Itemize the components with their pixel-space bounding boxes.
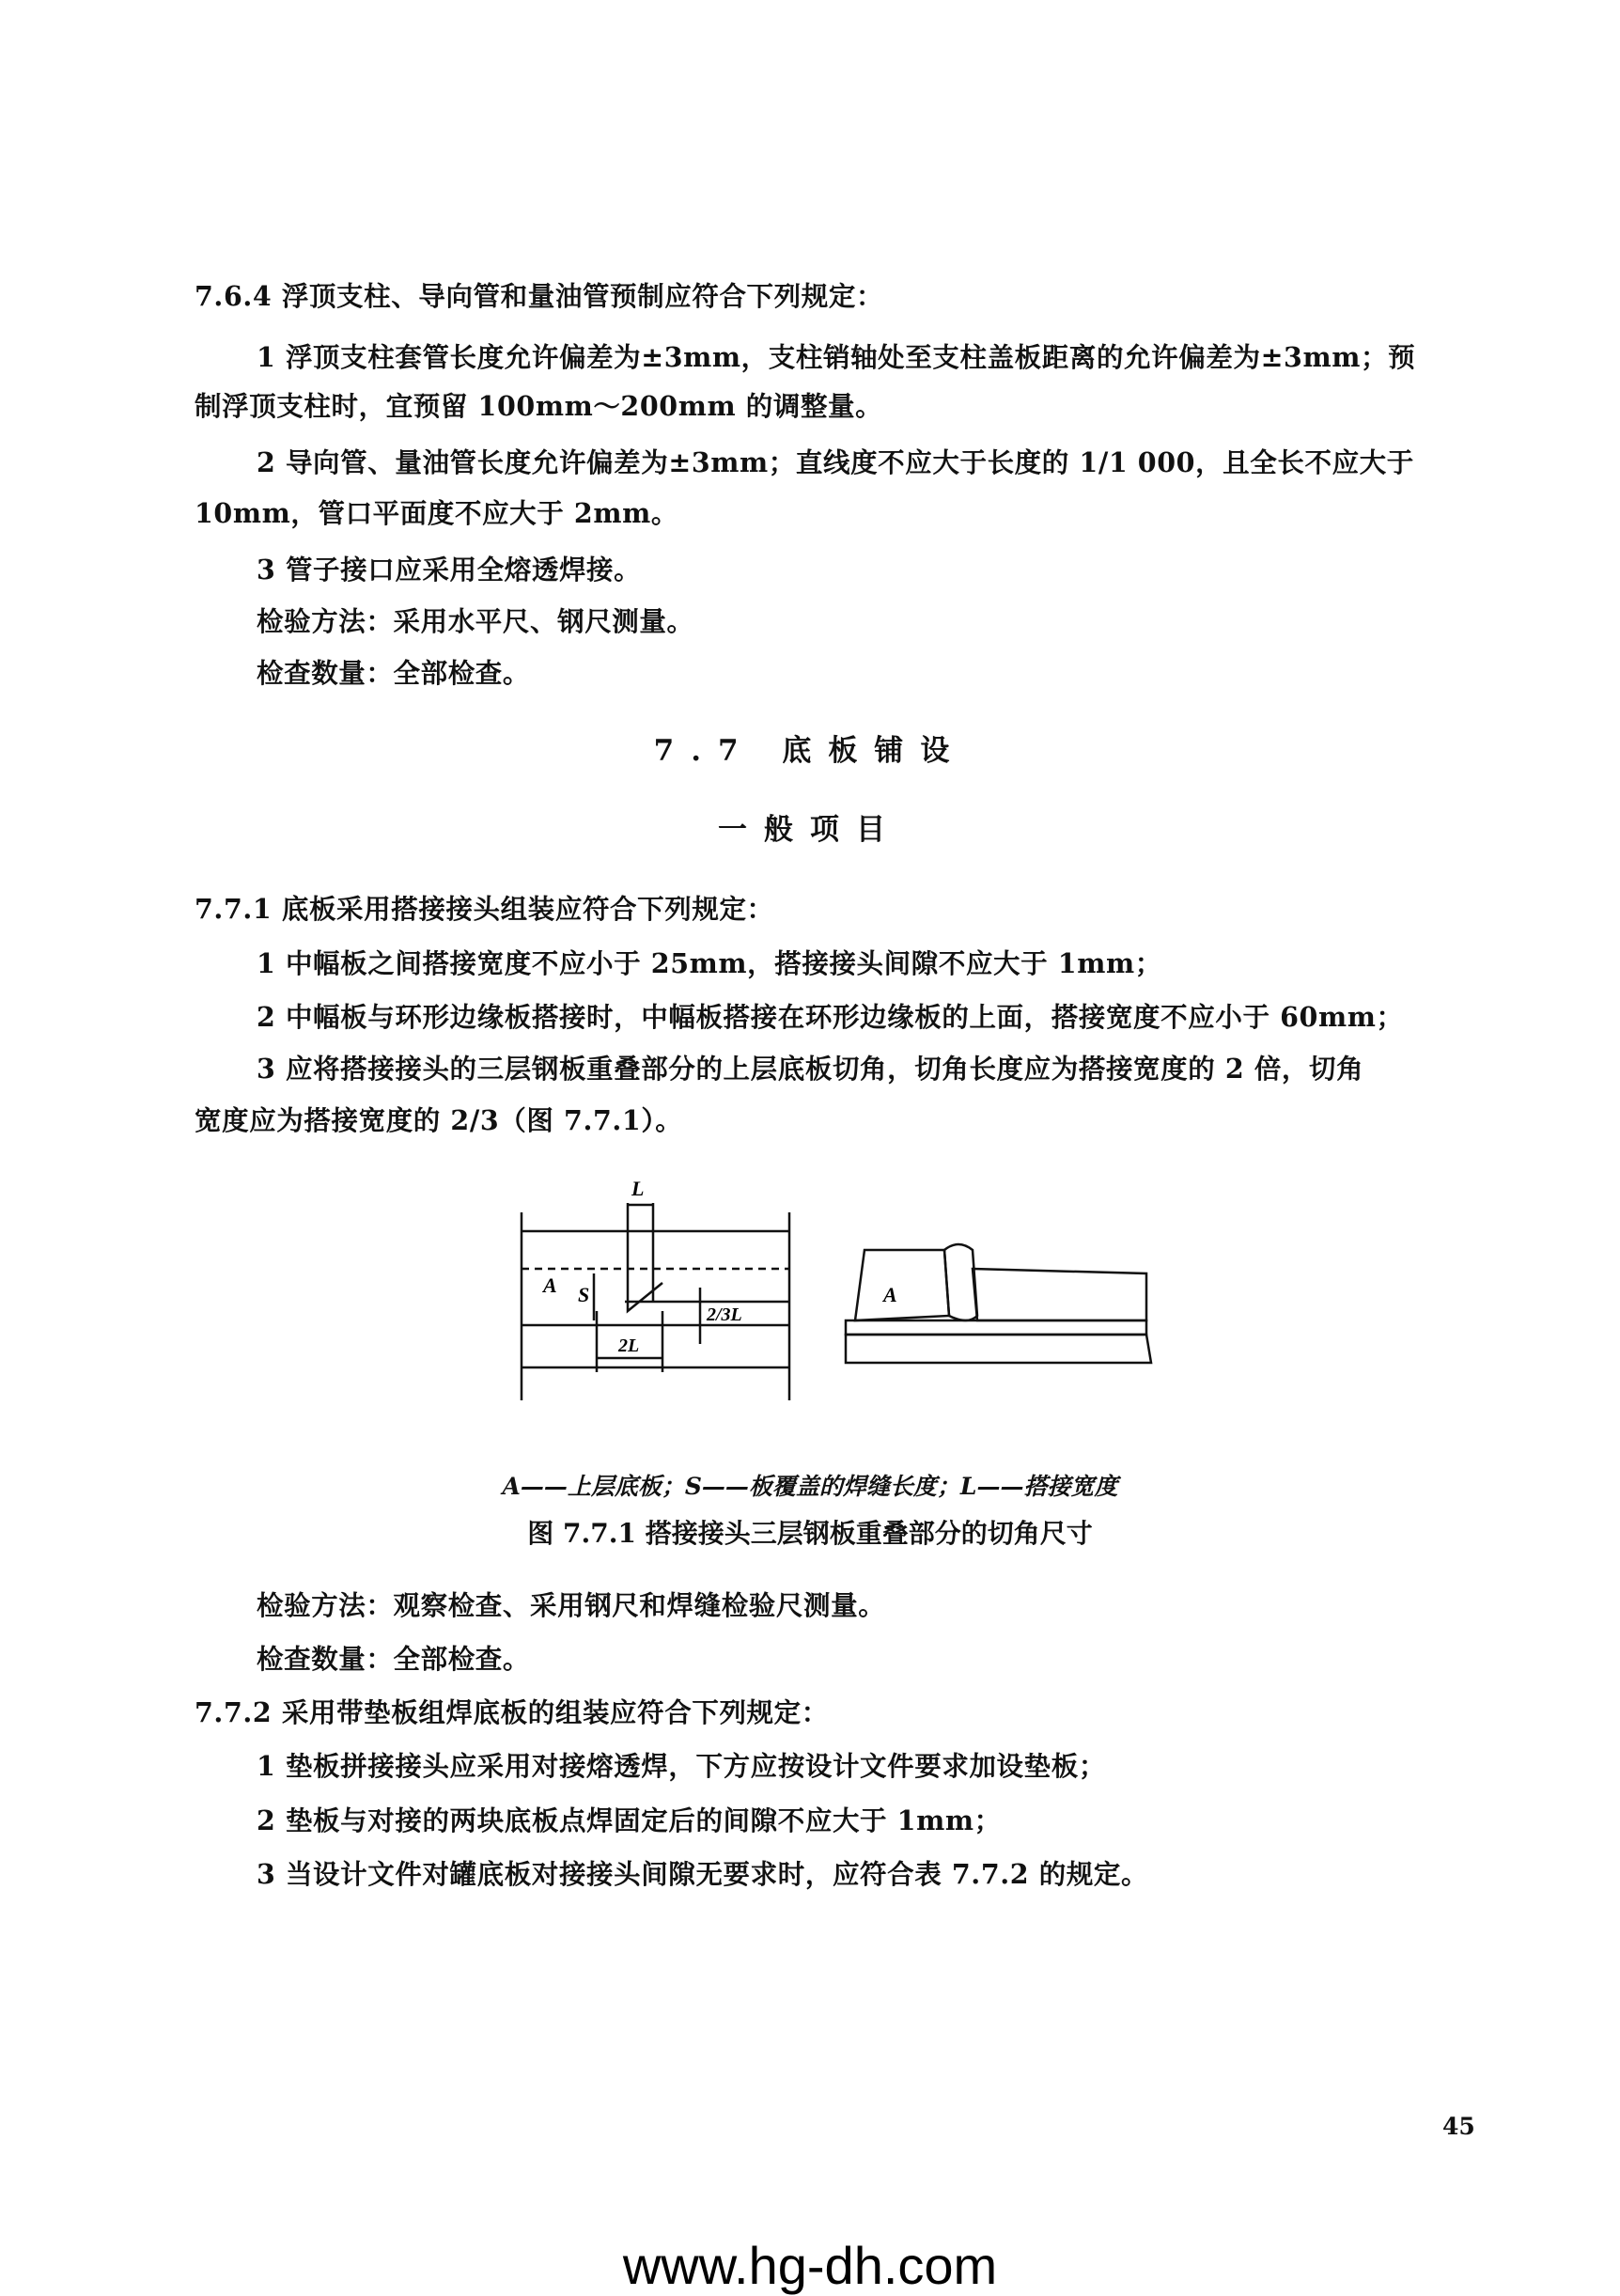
figure-7-7-1-perspective-view (836, 1231, 1165, 1382)
clause-7-7-2-item-3: 3 当设计文件对罐底板对接接头间隙无要求时，应符合表 7.7.2 的规定。 (257, 1858, 1149, 1890)
clause-7-7-2-item-1: 1 垫板拼接接头应采用对接熔透焊，下方应按设计文件要求加设垫板； (257, 1750, 1106, 1782)
clause-7-7-1-inspection-method: 检验方法：观察检查、采用钢尺和焊缝检验尺测量。 (257, 1589, 886, 1621)
clause-7-7-2-title: 7.7.2 采用带垫板组焊底板的组装应符合下列规定： (195, 1696, 829, 1728)
clause-7-7-1-inspection-quantity: 检查数量：全部检查。 (257, 1643, 531, 1675)
figure-legend: A——上层底板；S——板覆盖的焊缝长度；L——搭接宽度 (502, 1473, 1118, 1500)
figure-label-l: L (631, 1177, 645, 1200)
clause-7-7-1-item-2: 2 中幅板与环形边缘板搭接时，中幅板搭接在环形边缘板的上面，搭接宽度不应小于 60mm； (257, 1001, 1404, 1033)
footer-url[interactable]: www.hg-dh.com (622, 2236, 998, 2295)
page-number: 45 (1442, 2113, 1475, 2140)
clause-7-6-4-title: 7.6.4 浮顶支柱、导向管和量油管预制应符合下列规定： (195, 280, 884, 312)
figure-label-a-plan: A (543, 1273, 557, 1297)
section-heading: 7.7 底板铺设 (653, 734, 967, 768)
figure-label-two-thirds-l: 2/3L (707, 1304, 742, 1325)
clause-7-6-4-item-2-line-1: 2 导向管、量油管长度允许偏差为±3mm；直线度不应大于长度的 1/1 000，且全长不应大于 (257, 446, 1414, 478)
figure-caption: 图 7.7.1 搭接接头三层钢板重叠部分的切角尺寸 (527, 1518, 1093, 1549)
clause-7-6-4-inspection-method: 检验方法：采用水平尺、钢尺测量。 (257, 605, 694, 637)
clause-7-7-1-item-3-line-1: 3 应将搭接接头的三层钢板重叠部分的上层底板切角，切角长度应为搭接宽度的 2 倍，切角 (257, 1053, 1364, 1085)
figure-label-two-l: 2L (618, 1335, 640, 1356)
clause-7-6-4-item-2-line-2: 10mm，管口平面度不应大于 2mm。 (195, 497, 678, 529)
figure-label-a-perspective: A (883, 1283, 897, 1306)
clause-7-7-1-item-3-line-2: 宽度应为搭接宽度的 2/3（图 7.7.1）。 (195, 1104, 683, 1136)
sub-heading: 一般项目 (718, 813, 902, 847)
clause-7-7-1-title: 7.7.1 底板采用搭接接头组装应符合下列规定： (195, 893, 774, 925)
clause-7-7-2-item-2: 2 垫板与对接的两块底板点焊固定后的间隙不应大于 1mm； (257, 1804, 1002, 1836)
figure-label-s: S (578, 1283, 590, 1306)
clause-7-7-1-item-1: 1 中幅板之间搭接宽度不应小于 25mm，搭接接头间隙不应大于 1mm； (257, 947, 1162, 979)
figure-7-7-1-plan-view (507, 1175, 808, 1419)
clause-7-6-4-item-1-line-1: 1 浮顶支柱套管长度允许偏差为±3mm，支柱销轴处至支柱盖板距离的允许偏差为±3mm；预 (257, 341, 1416, 373)
clause-7-6-4-item-3: 3 管子接口应采用全熔透焊接。 (257, 554, 642, 586)
clause-7-6-4-inspection-quantity: 检查数量：全部检查。 (257, 657, 531, 689)
clause-7-6-4-item-1-line-2: 制浮顶支柱时，宜预留 100mm～200mm 的调整量。 (195, 390, 883, 422)
